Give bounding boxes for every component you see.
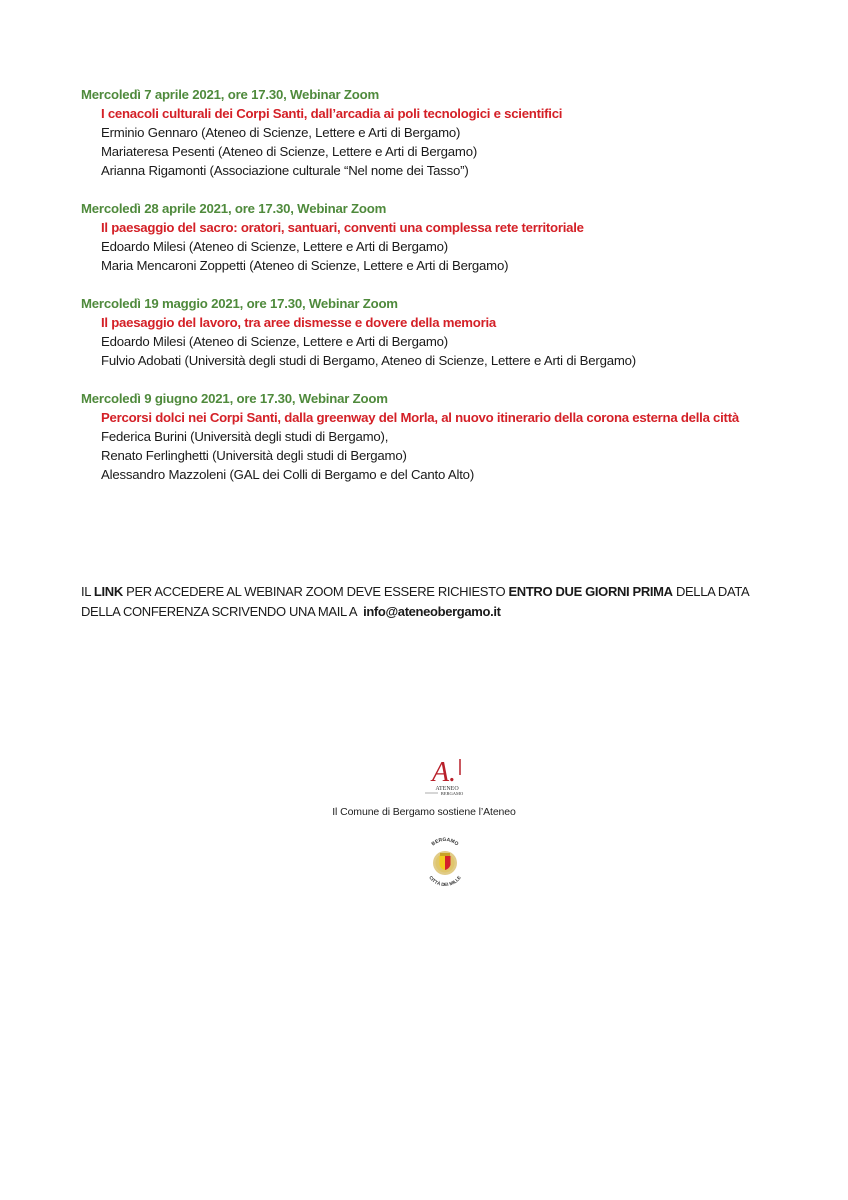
event-list <box>81 85 781 503</box>
event-body <box>81 313 781 370</box>
logo-name: ATENEO <box>435 786 459 792</box>
event-title: Il paesaggio del sacro: oratori, santuari, conventi una complessa rete territoriale <box>101 220 584 235</box>
speaker: Federica Burini (Università degli studi di Bergamo), <box>101 429 389 444</box>
speaker: Renato Ferlinghetti (Università degli studi di Bergamo) <box>101 448 407 463</box>
notice-text: PER ACCEDERE AL WEBINAR ZOOM DEVE ESSERE RICHIESTO <box>122 584 509 599</box>
notice-deadline: ENTRO DUE GIORNI PRIMA <box>508 584 673 599</box>
event-body <box>81 104 781 180</box>
event-date: Mercoledì 7 aprile 2021, ore 17.30, Webinar Zoom <box>81 87 379 102</box>
speaker: Arianna Rigamonti (Associazione culturale “Nel nome dei Tasso”) <box>101 163 469 178</box>
event-title: Il paesaggio del lavoro, tra aree dismesse e dovere della memoria <box>101 315 496 330</box>
emblem-top-text: BERGAMO <box>430 836 460 848</box>
speaker: Alessandro Mazzoleni (GAL dei Colli di Bergamo e del Canto Alto) <box>101 467 475 482</box>
emblem-crown <box>440 853 450 856</box>
logo-sub: BERGAMO <box>440 791 464 796</box>
sponsor-text: Il Comune di Bergamo sostiene l’Ateneo <box>332 806 516 818</box>
registration-notice <box>81 582 781 622</box>
speaker: Erminio Gennaro (Ateneo di Scienze, Lettere e Arti di Bergamo) <box>101 125 461 140</box>
notice-link-word: LINK <box>93 584 123 599</box>
speaker: Maria Mencaroni Zoppetti (Ateneo di Scienze, Lettere e Arti di Bergamo) <box>101 258 509 273</box>
event-item <box>81 85 781 180</box>
event-date: Mercoledì 28 aprile 2021, ore 17.30, Webinar Zoom <box>81 201 387 216</box>
event-body <box>81 218 781 275</box>
speaker: Edoardo Milesi (Ateneo di Scienze, Lettere e Arti di Bergamo) <box>101 239 448 254</box>
event-date: Mercoledì 9 giugno 2021, ore 17.30, Webinar Zoom <box>81 391 388 406</box>
event-item <box>81 199 781 275</box>
notice-text: DELLA DATA DELLA CONFERENZA SCRIVENDO UNA MAIL A <box>81 584 752 619</box>
speaker: Mariateresa Pesenti (Ateneo di Scienze, Lettere e Arti di Bergamo) <box>101 144 478 159</box>
contact-email[interactable]: info@ateneobergamo.it <box>363 604 501 619</box>
event-date: Mercoledì 19 maggio 2021, ore 17.30, Webinar Zoom <box>81 296 398 311</box>
speaker: Fulvio Adobati (Università degli studi di Bergamo, Ateneo di Scienze, Lettere e Arti di Bergamo) <box>101 353 636 368</box>
ateneo-logo <box>420 755 470 799</box>
logo-letter: A. <box>431 757 457 788</box>
event-title: I cenacoli culturali dei Corpi Santi, dall’arcadia ai poli tecnologici e scientifici <box>101 106 563 121</box>
notice-text: IL <box>81 584 94 599</box>
event-title: Percorsi dolci nei Corpi Santi, dalla greenway del Morla, al nuovo itinerario della corona esterna della città <box>101 410 739 425</box>
event-item <box>81 389 781 484</box>
emblem-bottom-text: CITTÀ DEI MILLE <box>428 875 462 888</box>
event-body <box>81 408 781 484</box>
bergamo-city-emblem <box>420 836 470 888</box>
event-item <box>81 294 781 370</box>
speaker: Edoardo Milesi (Ateneo di Scienze, Lettere e Arti di Bergamo) <box>101 334 448 349</box>
